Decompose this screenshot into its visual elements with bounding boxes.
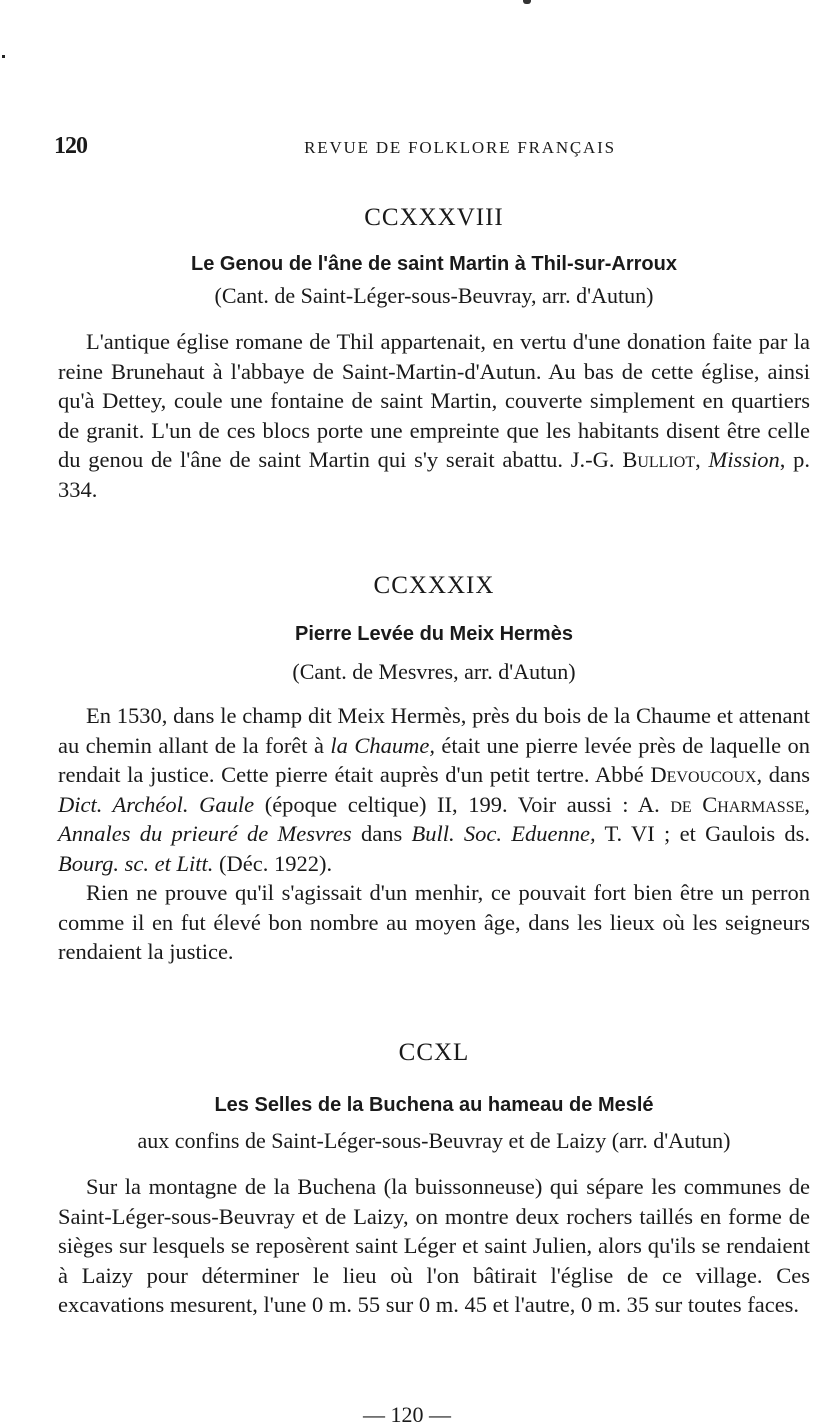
page-folio: — 120 — xyxy=(363,1402,451,1427)
reference: (Déc. 1922). xyxy=(213,850,333,876)
running-title: REVUE DE FOLKLORE FRANÇAIS xyxy=(304,138,616,157)
entry-subtitle: (Cant. de Mesvres, arr. d'Autun) xyxy=(292,659,576,684)
entry-numeral: CCXXXVIII xyxy=(364,204,504,231)
paragraph-text: , dans xyxy=(756,762,810,787)
entry-paragraph: Rien ne prouve qu'il s'agissait d'un menhir, ce pouvait fort bien être un perron comme il en fut élevé bon nombre au moyen âge, dans les lieux où les seigneurs rendaient la justice. xyxy=(58,880,810,964)
page-number: 120 xyxy=(54,133,87,159)
entry-ccxxxix xyxy=(58,572,810,967)
entry-paragraph xyxy=(58,701,810,878)
paragraph-text: , xyxy=(695,447,709,472)
place-name: la Chaume, xyxy=(330,732,435,758)
paragraph-text: dans xyxy=(351,821,412,846)
paragraph-text: T. VI ; et Gaulois ds. xyxy=(595,821,810,846)
author-name: de Charmasse xyxy=(670,791,805,817)
author-name: Devoucoux xyxy=(650,762,757,787)
entry-paragraph xyxy=(58,327,810,504)
entry-title: Pierre Levée du Meix Hermès xyxy=(295,623,573,645)
work-title: Annales du prieuré de Mesvres xyxy=(58,821,352,846)
entry-subtitle: aux confins de Saint-Léger-sous-Beuvray et de Laizy (arr. d'Autun) xyxy=(137,1128,731,1153)
work-title: Bourg. sc. et Litt. xyxy=(58,850,214,876)
entry-subtitle: (Cant. de Saint-Léger-sous-Beuvray, arr. d'Autun) xyxy=(214,283,654,308)
entry-numeral: CCXXXIX xyxy=(373,572,495,599)
paragraph-text: L'antique église romane de Thil appartenait, en vertu d'une donation faite par la reine Brunehaut à l'abbaye de Saint-Martin-d'Autun. Au bas de cette église, ainsi qu'à Dettey, coule une fontaine de saint Martin, couverte simplement en quartiers de granit. L'un de ces blocs porte une empreinte que les habitants disent être celle du genou de l'âne de saint Martin qui s'y serait abattu. J.-G. xyxy=(58,329,810,472)
reference: , p. 334. xyxy=(58,447,811,502)
scan-mark xyxy=(523,0,531,4)
scan-mark xyxy=(2,55,5,58)
entry-ccxxxviii xyxy=(58,204,810,504)
entry-paragraph: Sur la montagne de la Buchena (la buissonneuse) qui sépare les communes de Saint-Léger-sous-Beuvray et de Laizy, on montre deux rochers taillés en forme de sièges sur lesquels se reposèrent saint Léger et saint Julien, alors qu'ils se rendaient à Laizy pour déterminer le lieu où l'on bâtirait l'église de ce village. Ces excavations mesurent, l'une 0 m. 55 sur 0 m. 45 et l'autre, 0 m. 35 sur toutes faces. xyxy=(58,1174,810,1317)
paragraph-text: , xyxy=(804,791,811,817)
work-title: Dict. Archéol. Gaule xyxy=(58,791,255,817)
work-title: Mission xyxy=(708,447,780,472)
paragraph-text: En 1530, dans le champ dit Meix Hermès, près du bois de la Chaume et attenant au chemin allant de la forêt à xyxy=(58,703,810,758)
entry-title: Le Genou de l'âne de saint Martin à Thil-sur-Arroux xyxy=(191,253,677,275)
entry-ccxl xyxy=(58,1039,810,1320)
paragraph-text: était une pierre levée près de laquelle on rendait la justice. Cette pierre était auprès d'un petit tertre. Abbé xyxy=(58,732,810,787)
work-title: Bull. Soc. Eduenne, xyxy=(411,821,596,846)
entry-title: Les Selles de la Buchena au hameau de Meslé xyxy=(214,1094,654,1116)
page-header xyxy=(54,133,814,165)
paragraph-text: (époque celtique) II, 199. Voir aussi : A. xyxy=(254,791,671,817)
author-name: Bulliot xyxy=(622,447,696,472)
entry-numeral: CCXL xyxy=(398,1039,470,1066)
